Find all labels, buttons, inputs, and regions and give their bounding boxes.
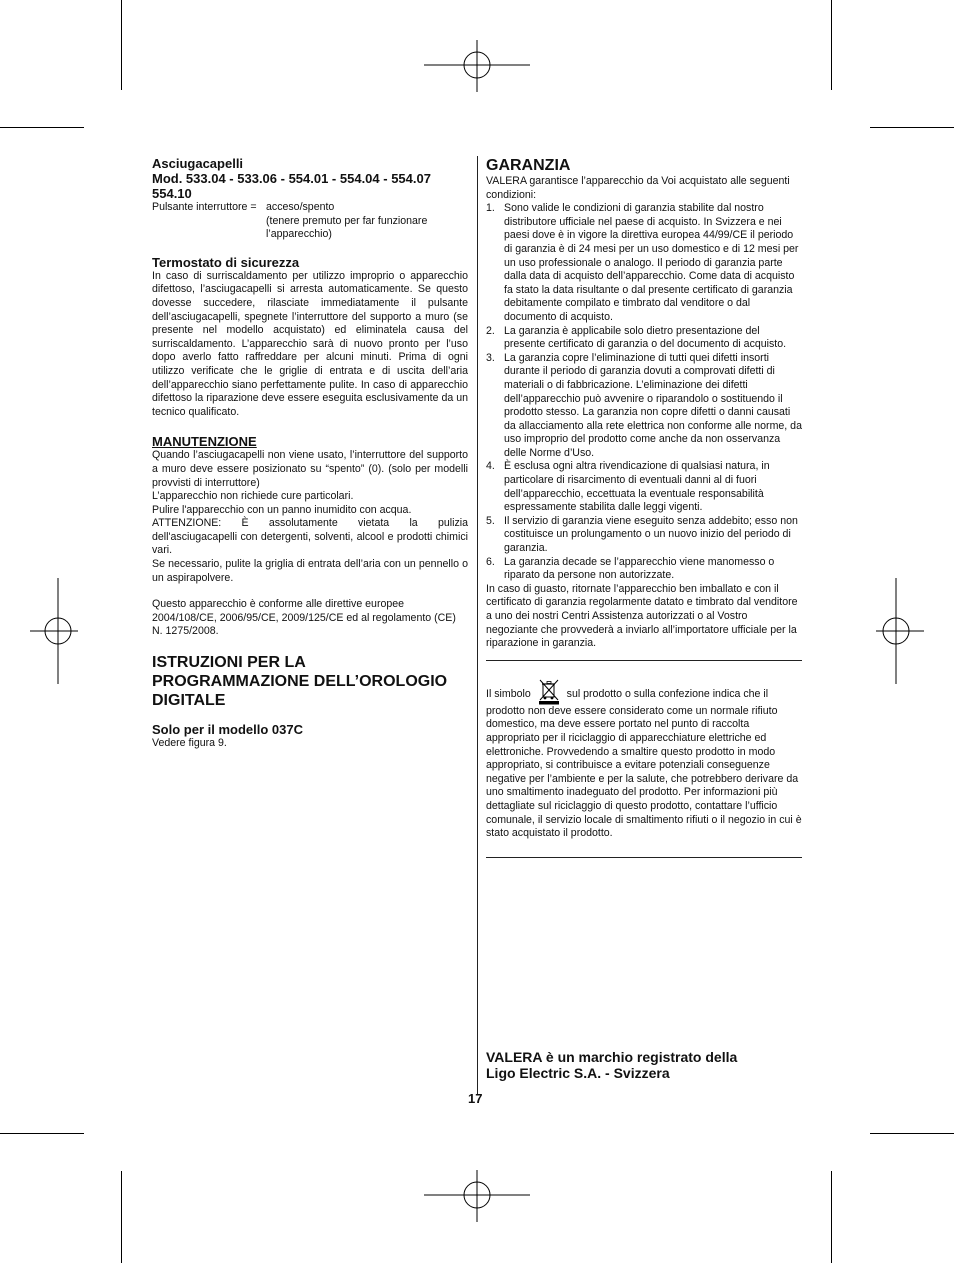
warranty-item: 6. La garanzia decade se l’apparecchio viene manomesso o riparato da persone non autorizzate. — [486, 555, 775, 582]
warranty-item: 3. La garanzia copre l’eliminazione di tutti quei difetti insorti durante il periodo di garanzia dovuti a comprovati difetti di materiali o di fabbricazione. L’eliminazione dei difetti dell’apparecchio può avvenire o riparandolo o sostituendo il prodotto stesso. La garanzia non copre difetti o danni causati da allacciamento alla rete elettrica non conforme alle norme, da uso improprio del prodotto come anche da non osservanza delle Norme d’Uso. — [486, 351, 802, 459]
maintenance-paragraph: L’apparecchio non richiede cure particolari. — [152, 490, 354, 503]
maintenance-paragraph: Pulire l'apparecchio con un panno inumidito con acqua. — [152, 503, 412, 516]
crop-mark — [121, 1171, 122, 1263]
crop-mark — [831, 0, 832, 90]
trademark-notice — [486, 1049, 806, 1081]
warranty-heading: GARANZIA — [486, 157, 571, 174]
switch-value: l’apparecchio) — [266, 228, 332, 241]
crop-mark — [0, 127, 84, 128]
maintenance-paragraph: ATTENZIONE: È assolutamente vietata la pulizia dell'asciugacapelli con detergenti, solventi, alcool e prodotti chimici vari. — [152, 517, 468, 557]
crop-mark — [870, 1133, 954, 1134]
see-figure: Vedere figura 9. — [152, 737, 227, 750]
maintenance-heading: MANUTENZIONE — [152, 434, 257, 450]
warranty-intro: VALERA garantisce l’apparecchio da Voi acquistato alle seguenti condizioni: — [486, 175, 790, 201]
warranty-list — [486, 202, 802, 583]
page-number: 17 — [468, 1091, 483, 1106]
registration-mark-right — [876, 578, 924, 684]
clock-heading: ISTRUZIONI PER LA PROGRAMMAZIONE DELL’OROLOGIO DIGITALE — [152, 654, 448, 710]
switch-value: acceso/spento — [266, 201, 335, 213]
warranty-item: 1. Sono valide le condizioni di garanzia stabilite dal nostro distributore ufficiale nel paese di acquisto. In Svizzera e nei paesi dove è in vigore la direttiva europea 44/99/CE il periodo di garanzia è di 24 mesi per un uso domestico e di 12 mesi per un uso professionale o analogo. Il periodo di garanzia parte dalla data di acquisto dell’apparecchio. Come data di acquisto fa stato la data risultante o dal presente certificato di garanzia debitamente compilato e timbrato dal venditore o dal documento di acquisto. — [486, 202, 799, 323]
registration-mark-bottom — [424, 1170, 530, 1222]
trademark-line: Ligo Electric S.A. - Svizzera — [486, 1065, 670, 1081]
switch-values — [266, 201, 468, 242]
warranty-closing: In caso di guasto, ritornate l’apparecchio ben imballato e con il certificato di garanzia regolarmente datato e timbrato dal venditore a uno dei nostri Centri Assistenza autorizzati o al Vostro negoziante che provvederà a inviarlo all’importatore ufficiale per la riparazione in garanzia. — [486, 582, 798, 650]
registration-mark-top — [424, 40, 530, 92]
thermostat-text: In caso di surriscaldamento per utilizzo improprio o apparecchio difettoso, l’asciugacapelli si arresta automaticamente. Se questo dovesse succedere, rilasciate immediatamente il pulsante dell’asciugacapelli, spegnete l’interruttore del supporto a muro (se presente nel modello acquistato) ed eliminatela causa del surriscaldamento. L’apparecchio sarà di nuovo pronto per l’uso dopo averlo fatto raffreddare per alcuni minuti. Prima di ogni utilizzo verificate che le griglie di entrata e di uscita dell’aria dell’apparecchio siano perfettamente pulite. In caso di apparecchio difettoso la riparazione deve essere eseguita esclusivamente da un tecnico qualificato. — [152, 269, 468, 418]
crop-mark — [0, 1133, 84, 1134]
switch-label: Pulsante interruttore = — [152, 201, 257, 213]
switch-spec — [152, 201, 468, 242]
product-title: Asciugacapelli — [152, 156, 244, 171]
warranty-item: 4. È esclusa ogni altra rivendicazione di qualsiasi natura, in particolare di risarcimento di eventuali danni al di fuori dell’apparecchio, eccettuata la eventuale responsabilità espressamente stabilita dalle leggi vigenti. — [486, 460, 770, 514]
maintenance-paragraph: Se necessario, pulite la griglia di entrata dell’aria con un pennello o un aspirapolvere. — [152, 558, 468, 584]
crossed-out-wheelie-bin-icon — [538, 679, 560, 705]
weee-text-after: sul prodotto o sulla confezione indica che il prodotto non deve essere considerato come un normale rifiuto domestico, ma deve essere portato nel punto di raccolta appropriato per il riciclaggio di apparecchiature elettriche ed elettroniche. Provvedendo a smaltire questo prodotto in modo appropriato, si contribuisce a evitare potenziali conseguenze negative per l’ambiente e per la salute, che potrebbero derivare da uno smaltimento inadeguato del prodotto. Per informazioni più dettagliate sul riciclaggio di questo prodotto, contattare l’ufficio comunale, il servizio locale di smaltimento rifiuti o il negozio in cui è stato acquistato il prodotto. — [486, 687, 802, 840]
column-divider — [477, 156, 478, 1095]
registration-mark-left — [30, 578, 78, 684]
weee-text-before: Il simbolo — [486, 687, 531, 700]
maintenance-paragraph: Quando l’asciugacapelli non viene usato, l’interruttore del supporto a muro deve essere posizionato su “spento” (0). (solo per modelli provvisti di interruttore) — [152, 449, 468, 489]
crop-mark — [121, 0, 122, 90]
model-line: 554.10 — [152, 186, 192, 201]
weee-text — [486, 679, 802, 841]
warranty-item: 5. Il servizio di garanzia viene eseguito senza addebito; esso non costituisce un prolungamento o un nuovo inizio del periodo di garanzia. — [486, 514, 798, 555]
model-only-heading: Solo per il modello 037C — [152, 722, 303, 738]
left-column — [152, 156, 468, 751]
section-divider — [486, 660, 802, 661]
model-line: Mod. 533.04 - 533.06 - 554.01 - 554.04 - 554.07 — [152, 171, 431, 186]
thermostat-heading: Termostato di sicurezza — [152, 254, 300, 270]
warranty-item: 2. La garanzia è applicabile solo dietro presentazione del presente certificato di garanzia o del documento di acquisto. — [486, 324, 787, 351]
conformity-text: Questo apparecchio è conforme alle direttive europee 2004/108/CE, 2006/95/CE, 2009/125/CE ed al regolamento (CE) N. 1275/2008. — [152, 598, 456, 638]
trademark-line: VALERA è un marchio registrato della — [486, 1049, 738, 1065]
section-divider — [486, 857, 802, 858]
right-column — [486, 156, 802, 858]
crop-mark — [870, 127, 954, 128]
crop-mark — [831, 1171, 832, 1263]
switch-value: (tenere premuto per far funzionare — [266, 214, 428, 227]
